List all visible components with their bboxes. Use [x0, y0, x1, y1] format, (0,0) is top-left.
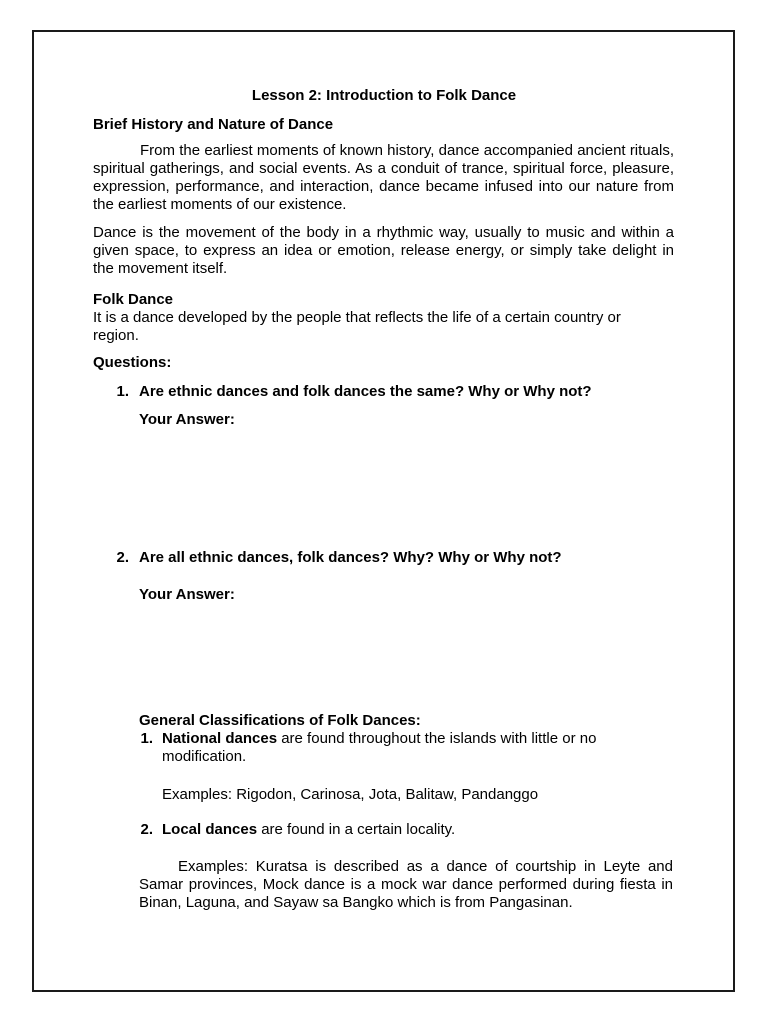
classifications-heading: General Classifications of Folk Dances: [139, 712, 421, 729]
question-number: 1. [116, 383, 129, 400]
definition-paragraph: Dance is the movement of the body in a rhythmic way, usually to music and within a given space, to express an idea or emotion, release energy, or simply take delight in the movement itself. [93, 224, 674, 277]
question-number: 2. [116, 549, 129, 566]
classification-text [162, 730, 632, 766]
history-paragraph: From the earliest moments of known history, dance accompanied ancient rituals, spiritual gatherings, and social events. As a conduit of trance, spiritual force, pleasure, expression, performance, and interaction, dance became infused into our nature from the earliest moments of our existence. [93, 142, 674, 213]
classification-term: Local dances [162, 821, 258, 838]
answer-label: Your Answer: [139, 586, 235, 603]
folk-dance-definition: It is a dance developed by the people that reflects the life of a certain country or region. [93, 309, 621, 344]
classification-description: are found in a certain locality. [257, 821, 456, 838]
classification-examples: Examples: Kuratsa is described as a dance of courtship in Leyte and Samar provinces, Mock dance is a mock war dance performed during fiesta in Binan, Laguna, and Sayaw sa Bangko which is from Pangasinan. [139, 858, 673, 911]
classification-number: 2. [140, 821, 153, 838]
classification-text [162, 821, 662, 839]
question-text: Are ethnic dances and folk dances the same? Why or Why not? [139, 383, 592, 400]
classification-description: are found throughout the islands with little or no modification. [162, 730, 597, 765]
classification-term: National dances [162, 730, 278, 747]
lesson-title: Lesson 2: Introduction to Folk Dance [251, 87, 517, 104]
classification-number: 1. [140, 730, 153, 747]
questions-heading: Questions: [93, 354, 172, 371]
classification-examples: Examples: Rigodon, Carinosa, Jota, Balitaw, Pandanggo [162, 786, 539, 803]
question-text: Are all ethnic dances, folk dances? Why? Why or Why not? [139, 549, 562, 566]
folk-dance-heading: Folk Dance [93, 291, 174, 308]
answer-label: Your Answer: [139, 411, 235, 428]
section-heading: Brief History and Nature of Dance [93, 116, 334, 133]
